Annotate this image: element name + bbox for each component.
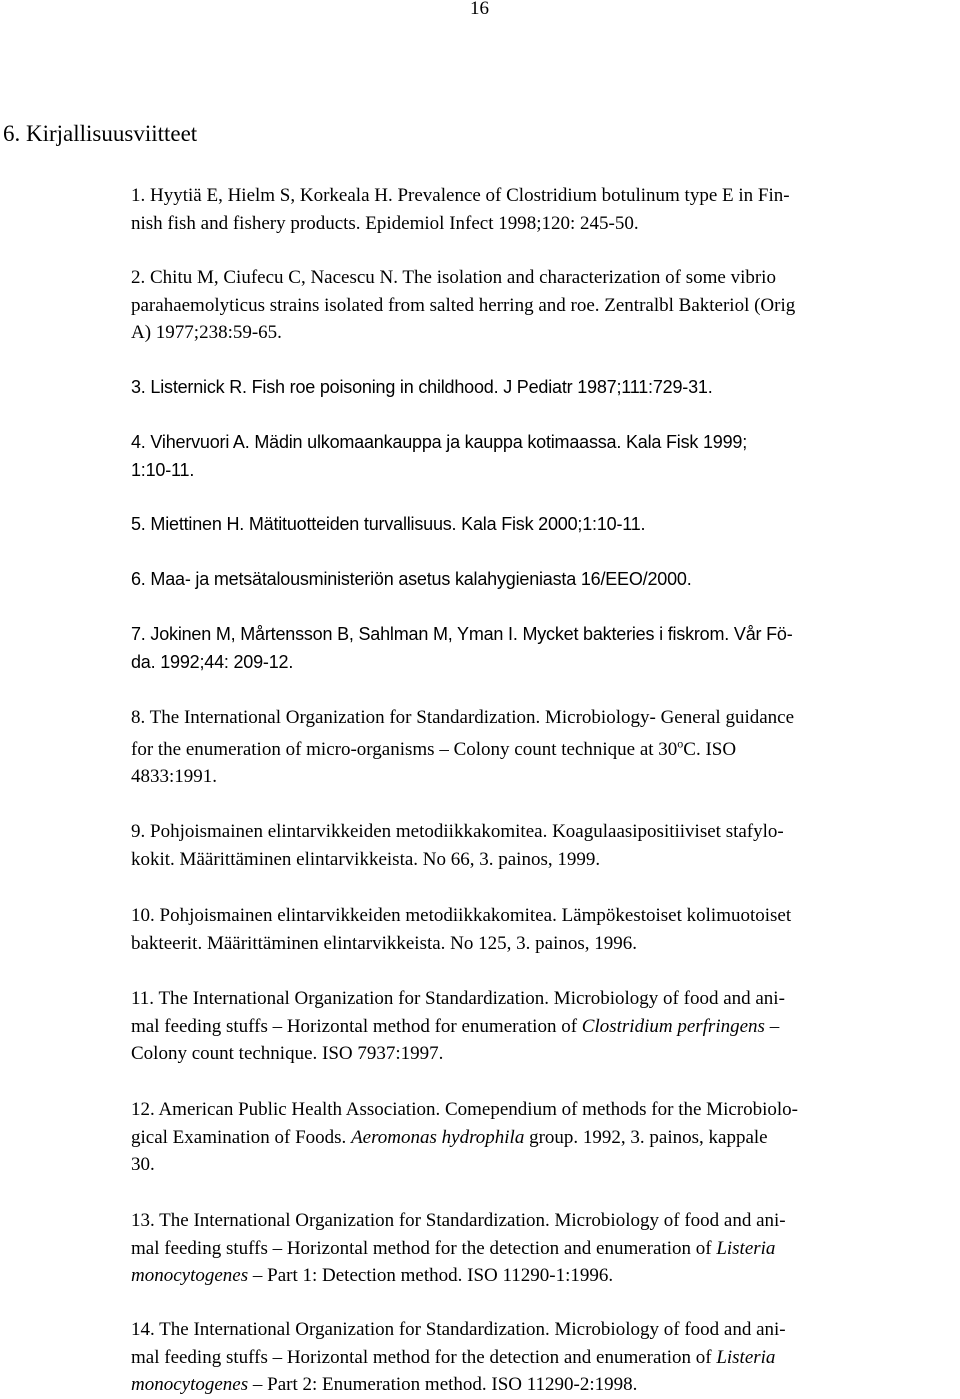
reference-line: 1. Hyytiä E, Hielm S, Korkeala H. Prevalence of Clostridium botulinum type E in Fin- — [131, 185, 790, 206]
reference-line: nish fish and fishery products. Epidemiol Infect 1998;120: 245-50. — [131, 212, 639, 234]
reference-line: 11. The International Organization for Standardization. Microbiology of food and ani- — [131, 988, 785, 1009]
reference-11 — [131, 985, 960, 1068]
reference-line: 9. Pohjoismainen elintarvikkeiden metodiikkakomitea. Koagulaasipositiiviset stafylo- — [131, 821, 784, 842]
reference-line: 10. Pohjoismainen elintarvikkeiden metodiikkakomitea. Lämpökestoiset kolimuotoiset — [131, 905, 792, 926]
reference-text: – Part 1: Detection method. ISO 11290-1:1996. — [248, 1265, 614, 1287]
reference-line: 8. The International Organization for Standardization. Microbiology- General guidance — [131, 707, 795, 728]
reference-line: 14. The International Organization for Standardization. Microbiology of food and ani- — [131, 1319, 786, 1340]
reference-line: 2. Chitu M, Ciufecu C, Nacescu N. The isolation and characterization of some vibrio — [131, 267, 776, 288]
reference-line: bakteerit. Määrittäminen elintarvikkeista. No 125, 3. painos, 1996. — [131, 932, 638, 954]
species-name: monocytogenes — [131, 1374, 249, 1396]
reference-text: – Part 2: Enumeration method. ISO 11290-2:1998. — [248, 1374, 638, 1396]
reference-text: gical Examination of Foods. — [131, 1126, 352, 1148]
reference-6 — [131, 566, 960, 594]
reference-2 — [131, 264, 960, 347]
reference-3 — [131, 374, 960, 402]
reference-text: group. 1992, 3. painos, kappale — [524, 1126, 768, 1148]
reference-text: mal feeding stuffs – Horizontal method for enumeration of — [131, 1015, 582, 1037]
reference-line: kokit. Määrittäminen elintarvikkeista. No 66, 3. painos, 1999. — [131, 848, 601, 870]
reference-8 — [131, 704, 960, 791]
reference-line — [131, 1262, 960, 1290]
reference-line: 3. Listernick R. Fish roe poisoning in childhood. J Pediatr 1987;111:729-31. — [131, 377, 713, 397]
reference-14 — [131, 1316, 960, 1399]
reference-line: Colony count technique. ISO 7937:1997. — [131, 1043, 444, 1065]
reference-line: da. 1992;44: 209-12. — [131, 651, 294, 672]
species-name: Listeria — [716, 1346, 776, 1368]
reference-text: mal feeding stuffs – Horizontal method for the detection and enumeration of — [131, 1346, 717, 1368]
reference-line: 6. Maa- ja metsätalousministeriön asetus kalahygieniasta 16/EEO/2000. — [131, 569, 692, 589]
reference-line: 5. Miettinen H. Mätituotteiden turvallisuus. Kala Fisk 2000;1:10-11. — [131, 514, 646, 534]
species-name: Aeromonas hydrophila — [351, 1126, 525, 1148]
reference-7 — [131, 621, 960, 676]
section-heading: 6. Kirjallisuusviitteet — [3, 121, 198, 146]
reference-5 — [131, 511, 960, 539]
reference-line — [131, 736, 960, 764]
reference-line: 4. Vihervuori A. Mädin ulkomaankauppa ja kauppa kotimaassa. Kala Fisk 1999; — [131, 432, 748, 452]
reference-line: 1:10-11. — [131, 459, 195, 480]
reference-13 — [131, 1207, 960, 1290]
reference-line: 4833:1991. — [131, 766, 218, 788]
species-name: Listeria — [716, 1237, 776, 1259]
reference-line — [131, 1235, 960, 1263]
reference-12 — [131, 1096, 960, 1179]
reference-text: for the enumeration of micro-organisms – Colony count technique at 30 — [131, 738, 678, 760]
reference-text: – — [764, 1015, 780, 1037]
reference-line — [131, 1124, 960, 1152]
page-number: 16 — [470, 0, 489, 19]
reference-line — [131, 1371, 960, 1399]
reference-10 — [131, 902, 960, 957]
species-name: monocytogenes — [131, 1265, 249, 1287]
reference-line: 13. The International Organization for Standardization. Microbiology of food and ani- — [131, 1210, 786, 1231]
reference-line: 7. Jokinen M, Mårtensson B, Sahlman M, Yman I. Mycket bakteries i fiskrom. Vår Fö- — [131, 624, 793, 644]
species-name: Clostridium perfringens — [581, 1015, 765, 1037]
degree-superscript: o — [677, 736, 684, 751]
reference-9 — [131, 818, 960, 873]
reference-line — [131, 1344, 960, 1372]
reference-line: A) 1977;238:59-65. — [131, 322, 282, 344]
reference-4 — [131, 429, 960, 484]
reference-line: parahaemolyticus strains isolated from salted herring and roe. Zentralbl Bakteriol (Orig — [131, 294, 796, 316]
reference-line: 30. — [131, 1154, 155, 1176]
reference-1 — [131, 182, 960, 237]
reference-line — [131, 1013, 960, 1041]
reference-line: 12. American Public Health Association. Comependium of methods for the Microbiolo- — [131, 1099, 798, 1120]
reference-text: mal feeding stuffs – Horizontal method for the detection and enumeration of — [131, 1237, 717, 1259]
reference-text: C. ISO — [683, 738, 737, 760]
